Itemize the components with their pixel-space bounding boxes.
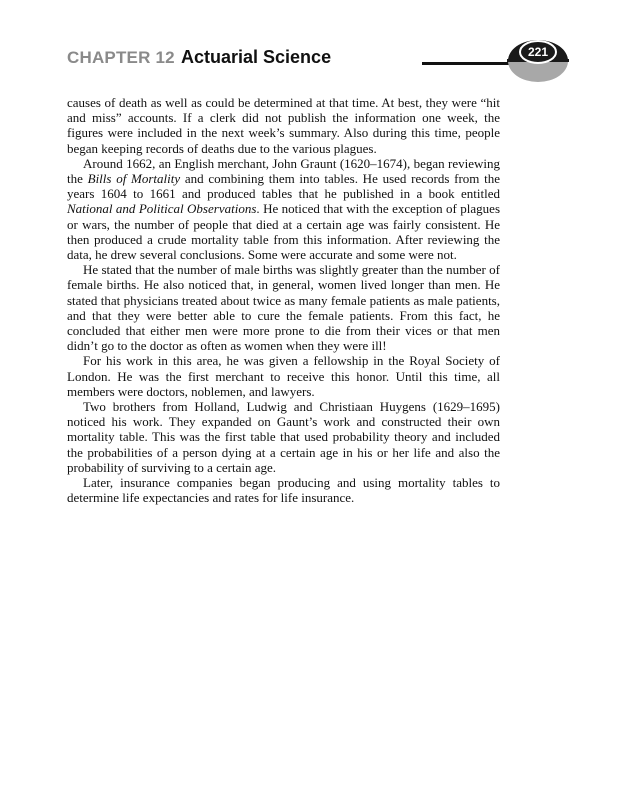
- book-title-bills: Bills of Mortality: [87, 171, 181, 187]
- paragraph-1: causes of death as well as could be determined at that time. At best, they were “hit and miss” accounts. If a clerk did not publish the information one week, the figures were included in the next week’s summary. Also during this time, people began keeping records of deaths due to the various plagues.: [67, 95, 500, 156]
- paragraph-3: He stated that the number of male births was slightly greater than the number of female births. He also noticed that, in general, women lived longer than men. He stated that physicians treated about twice as many female patients as male patients, and that they were better able to cure the female patients. From this fact, he concluded that either men were more prone to die from their vices or that men didn’t go to the doctor as often as women when they were ill!: [67, 262, 500, 354]
- chapter-label: CHAPTER 12: [67, 48, 175, 67]
- paragraph-2: Around 1662, an English merchant, John Graunt (1620–1674), began reviewing the Bills of Mortality and combining them into tables. He used records from the years 1604 to 1661 and produced tables that he published in a book entitled National and Political Observations. He noticed that with the exception of plagues or wars, the number of people that died at a certain age was fairly consistent. He then produced a crude mortality table from this information. After reviewing the data, he drew several conclusions. Some were accurate and some were not.: [67, 155, 501, 263]
- paragraph-6: Later, insurance companies began producing and using mortality tables to determine life expectancies and rates for life insurance.: [67, 475, 500, 506]
- body-text: [67, 95, 500, 505]
- page-number: 221: [527, 45, 549, 59]
- chapter-title: Actuarial Science: [181, 47, 332, 67]
- page-number-badge: [507, 38, 577, 86]
- book-title-observations: National and Political Observations: [67, 201, 257, 217]
- paragraph-4: For his work in this area, he was given a fellowship in the Royal Society of London. He was the first merchant to receive this honor. Until this time, all members were doctors, noblemen, and lawyers.: [67, 353, 500, 399]
- running-header: [67, 46, 577, 86]
- paragraph-5: Two brothers from Holland, Ludwig and Christiaan Huygens (1629–1695) noticed his work. They expanded on Gaunt’s work and constructed their own mortality table. This was the first table that used probability theory and included the probabilities of a person dying at a certain age in his or her life and also the probability of surviving to a certain age.: [67, 399, 500, 475]
